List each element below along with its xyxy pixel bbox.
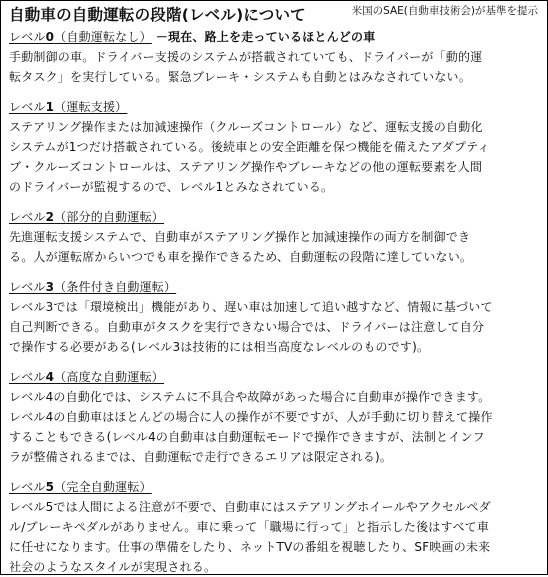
level-1-heading bbox=[9, 100, 127, 114]
level-description: （運転支援） bbox=[54, 100, 128, 114]
body-line: ル/ブレーキペダルがありません。車に乗って「職場に行って」と指示した後はすべて車 bbox=[9, 520, 490, 534]
source-note: 米国のSAE(自動車技術会)が基準を提示 bbox=[351, 5, 538, 17]
body-line: レベル4の自動化では、システムに不具合や故障があった場合に自動車が操作できます。 bbox=[9, 390, 491, 404]
level-description: （部分的自動運転） bbox=[54, 210, 164, 224]
level-prefix: レベル bbox=[9, 480, 46, 494]
body-line: ステアリング操作または加減速操作（クルーズコントロール）など、運転支援の自動化 bbox=[9, 120, 483, 134]
level-3-section bbox=[9, 277, 540, 357]
level-0-section bbox=[9, 27, 540, 87]
level-3-heading bbox=[9, 280, 176, 294]
body-line: ブ・クルーズコントロールは、ステアリング操作やブレーキなどの他の運転要素を人間 bbox=[9, 160, 483, 174]
level-prefix: レベル bbox=[9, 370, 46, 384]
level-0-body bbox=[9, 47, 540, 87]
level-5-body bbox=[9, 497, 540, 577]
level-number: 4 bbox=[45, 370, 55, 384]
level-description: （高度な自動運転） bbox=[54, 370, 164, 384]
level-3-body bbox=[9, 297, 540, 357]
level-4-section bbox=[9, 367, 540, 467]
level-prefix: レベル bbox=[9, 30, 46, 44]
body-line: 手動制御の車。ドライバー支援のシステムが搭載されていても、ドライバーが「動的運 bbox=[9, 50, 483, 64]
page-title: 自動車の自動運転の段階(レベル)について bbox=[9, 6, 306, 24]
level-number: 3 bbox=[45, 280, 55, 294]
body-line: のドライバーが監視するので、レベル1とみなされている。 bbox=[9, 180, 334, 194]
level-number: 1 bbox=[45, 100, 55, 114]
level-1-section bbox=[9, 97, 540, 197]
level-1-body bbox=[9, 117, 540, 197]
level-2-section bbox=[9, 207, 540, 267]
body-line: レベル3では「環境検出」機能があり、遅い車は加速して追い越すなど、情報に基づいて bbox=[9, 300, 493, 314]
level-2-heading bbox=[9, 210, 164, 224]
body-line: る。人が運転席からいつでも車を操作できるため、自動運転の段階に達していない。 bbox=[9, 250, 473, 264]
level-0-heading bbox=[9, 30, 152, 44]
level-2-body bbox=[9, 227, 540, 267]
body-line: ラが整備されるまでは、自動運転で走行できるエリアは限定される)。 bbox=[9, 450, 393, 464]
body-line: で操作する必要がある(レベル3は技術的には相当高度なレベルのものです)。 bbox=[9, 340, 430, 354]
body-line: レベル5では人間による注意が不要で、自動車にはステアリングホイールやアクセルペダ bbox=[9, 500, 491, 514]
body-line: 先進運転支援システムで、自動車がステアリング操作と加減速操作の両方を制御でき bbox=[9, 230, 471, 244]
body-line: 転タスク」を実行している。緊急ブレーキ・システムも自動とはみなされていない。 bbox=[9, 70, 471, 84]
body-line: レベル4の自動車はほとんどの場合に人の操作が不要ですが、人が手動に切り替えて操作 bbox=[9, 410, 493, 424]
level-5-heading bbox=[9, 480, 152, 494]
level-number: 2 bbox=[45, 210, 55, 224]
level-description: （自動運転なし） bbox=[54, 30, 152, 44]
level-number: 0 bbox=[45, 30, 55, 44]
body-line: システムが1つだけ搭載されている。後続車との安全距離を保つ機能を備えたアダプティ bbox=[9, 140, 490, 154]
level-description: （完全自動運転） bbox=[54, 480, 152, 494]
level-4-body bbox=[9, 387, 540, 467]
body-line: することもできる(レベル4の自動車は自動運転モードで操作できますが、法制とインフ bbox=[9, 430, 485, 444]
body-line: に任せになります。仕事の準備をしたり、ネットTVの番組を視聴したり、SF映画の未来 bbox=[9, 540, 491, 554]
body-line: 社会のようなスタイルが実現される。 bbox=[9, 560, 217, 574]
body-line: 自己判断できる。自動車がタスクを実行できない場合では、ドライバーは注意して自分 bbox=[9, 320, 485, 334]
level-prefix: レベル bbox=[9, 100, 46, 114]
level-description: （条件付き自動運転） bbox=[54, 280, 177, 294]
level-prefix: レベル bbox=[9, 280, 46, 294]
level-0-inline-note: －現在、路上を走っているほとんどの車 bbox=[155, 30, 376, 44]
level-prefix: レベル bbox=[9, 210, 46, 224]
level-5-section bbox=[9, 477, 540, 577]
level-4-heading bbox=[9, 370, 164, 384]
level-number: 5 bbox=[45, 480, 55, 494]
